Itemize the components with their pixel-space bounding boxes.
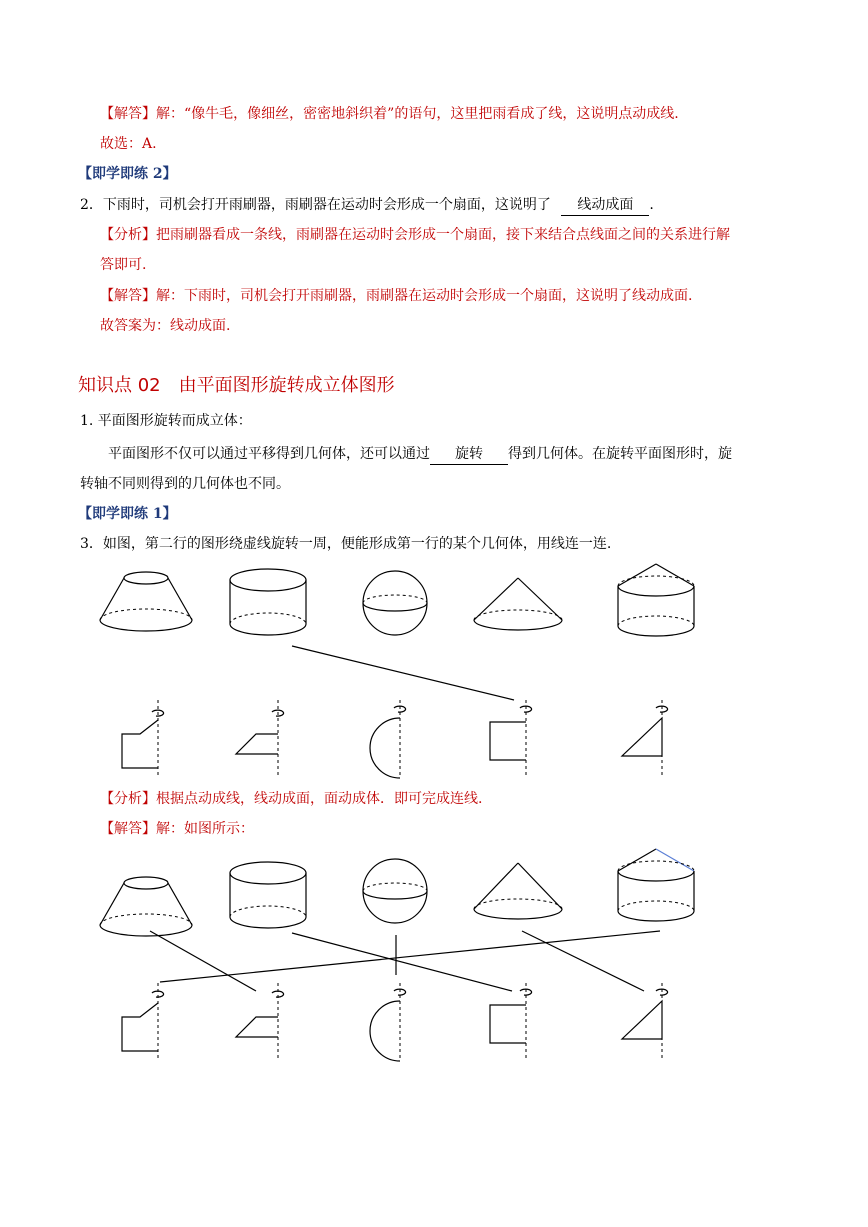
para-after: 得到几何体。在旋转平面图形时，旋 bbox=[508, 446, 732, 462]
analysis-text: 根据点动成线，线动成面，面动成体．即可完成连线. bbox=[156, 791, 483, 807]
practice-2-label: 【即学即练 2】 bbox=[78, 166, 177, 182]
choice-line: 故选：A. bbox=[100, 136, 157, 152]
q2-analysis bbox=[100, 225, 730, 245]
frustum-solid bbox=[100, 877, 192, 936]
q2-text-after: . bbox=[649, 197, 654, 213]
point-1-para-line2: 转轴不同则得到的几何体也不同。 bbox=[80, 476, 290, 492]
question-figure bbox=[0, 560, 868, 780]
point-1-blank: 旋转 bbox=[430, 444, 508, 465]
cylinder-solid bbox=[230, 862, 306, 928]
right-triangle-shape bbox=[622, 700, 668, 778]
match-lines bbox=[150, 931, 660, 991]
q3-answer bbox=[100, 819, 254, 839]
analysis-label: 【分析】 bbox=[100, 791, 156, 807]
para-before: 平面图形不仅可以通过平移得到几何体，还可以通过 bbox=[108, 446, 430, 462]
answer-label: 【解答】 bbox=[100, 288, 156, 304]
right-trapezoid-shape bbox=[236, 983, 284, 1061]
practice-1-label: 【即学即练 1】 bbox=[78, 506, 177, 522]
cone-solid bbox=[474, 863, 562, 919]
trapezoid-shape bbox=[122, 983, 164, 1061]
answer-1-line bbox=[100, 104, 679, 124]
semicircle-shape bbox=[370, 983, 406, 1061]
match-line bbox=[292, 646, 514, 700]
analysis-label: 【分析】 bbox=[100, 227, 156, 243]
cylinder-cone-solid bbox=[618, 564, 694, 636]
answer-label: 【解答】 bbox=[100, 106, 156, 122]
answer-text: 解：“像牛毛，像细丝，密密地斜织着”的语句，这里把雨看成了线，这说明点动成线. bbox=[156, 106, 679, 122]
q2-analysis-cont: 答即可. bbox=[100, 257, 147, 273]
answer-text: 解：下雨时，司机会打开雨刷器，雨刷器在运动时会形成一个扇面，这说明了线动成面. bbox=[156, 288, 693, 304]
right-trapezoid-shape bbox=[236, 700, 284, 778]
sphere-solid bbox=[363, 859, 427, 923]
answer-text: 解：如图所示： bbox=[156, 821, 254, 837]
right-triangle-shape bbox=[622, 983, 668, 1061]
rectangle-shape bbox=[490, 983, 532, 1061]
section-heading: 知识点 02 由平面图形旋转成立体图形 bbox=[78, 375, 395, 396]
frustum-solid bbox=[100, 572, 192, 631]
point-1-para bbox=[108, 444, 732, 465]
cylinder-solid bbox=[230, 569, 306, 635]
q3-analysis bbox=[100, 789, 482, 809]
q2-answer bbox=[100, 286, 692, 306]
q2-final: 故答案为：线动成面. bbox=[100, 318, 231, 334]
answer-figure bbox=[0, 845, 868, 1065]
answer-label: 【解答】 bbox=[100, 821, 156, 837]
cone-solid bbox=[474, 578, 562, 630]
q2-blank: 线动成面 bbox=[561, 195, 649, 216]
sphere-solid bbox=[363, 571, 427, 635]
q2-text-before: 2．下雨时，司机会打开雨刷器，雨刷器在运动时会形成一个扇面，这说明了 bbox=[80, 197, 551, 213]
semicircle-shape bbox=[370, 700, 406, 778]
analysis-text: 把雨刷器看成一条线，雨刷器在运动时会形成一个扇面，接下来结合点线面之间的关系进行解 bbox=[156, 227, 730, 243]
question-3: 3．如图，第二行的图形绕虚线旋转一周，便能形成第一行的某个几何体，用线连一连. bbox=[80, 536, 612, 552]
cylinder-cone-solid bbox=[618, 849, 694, 921]
point-1-title: 1. 平面图形旋转而成立体： bbox=[80, 413, 252, 429]
trapezoid-shape bbox=[122, 700, 164, 778]
rectangle-shape bbox=[490, 700, 532, 778]
question-2 bbox=[80, 195, 654, 216]
